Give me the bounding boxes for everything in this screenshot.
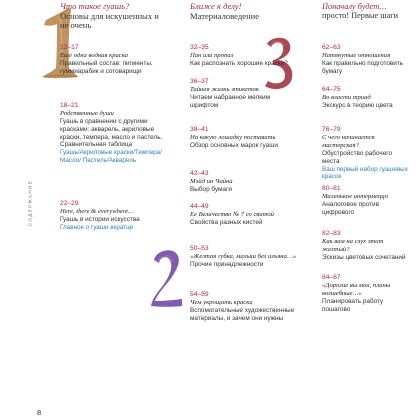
page-number: 8 (37, 408, 42, 417)
entry-description: Эскизы цветовых сочетаний (322, 254, 406, 261)
entry-description: Правильный состав: пигменты, гуммиарабик и сотоварищи (60, 60, 153, 75)
page-range: 80–81 (322, 185, 341, 192)
entry-subtitle: Еще одна водная краска (60, 52, 128, 59)
entry-description: Экскурс в теорию цвета (322, 102, 393, 109)
entry-subtitle: Маленькое интермеццо (322, 193, 388, 200)
section-title-italic: Поначалу будет… (322, 2, 387, 11)
page-range: 82–83 (322, 230, 341, 237)
entry-description: Читаем набранное мелким шрифтом (190, 94, 270, 109)
page-range: 62–63 (322, 44, 341, 51)
entry-subtitle: На какую лошадку поставить (190, 134, 276, 141)
entry-subtitle: «Дорогие вы мои, планы волшебные…» (322, 282, 391, 297)
page-range: 42–43 (190, 170, 209, 177)
entry-description: Планировать работу пошагово (322, 298, 384, 313)
entry-description: Как распознать хорошие краски? (190, 60, 288, 67)
page-range: 32–35 (190, 44, 209, 51)
section-title: Материаловедение (190, 10, 260, 21)
toc-entry[interactable] (322, 44, 408, 76)
entry-description: Обустройство рабочего места (322, 150, 392, 165)
section-title-italic: Что такое гуашь? (60, 1, 130, 11)
entry-subtitle: С чего начинается мастерская? (322, 134, 375, 149)
entry-description: Прочие принадлежности (190, 261, 264, 268)
toc-entry[interactable] (322, 274, 408, 314)
toc-entry[interactable] (190, 126, 296, 150)
toc-entry[interactable] (322, 126, 408, 181)
page-range: 18–21 (60, 102, 79, 109)
section-title: Основы для искушенных и не очень (60, 10, 159, 31)
entry-subtitle: Мэйд ин Чайна (190, 178, 233, 185)
section-title-italic: Ближе к делу! (190, 1, 242, 11)
page-range: 38–41 (190, 126, 209, 133)
toc-entry[interactable] (322, 86, 408, 110)
toc-entry[interactable] (190, 203, 296, 227)
entry-description: Вспомогательные художественные материалы, и зачем они нужны (190, 307, 295, 322)
toc-entry[interactable] (322, 185, 408, 217)
section-heading (60, 2, 168, 31)
entry-description: Гуашь в сравнении с другими красками: акварель, акриловые краски, темпера, масло и пастель. Сравнительная таблица (60, 118, 163, 149)
entry-link[interactable]: Главное о гуаши вкратце (60, 223, 134, 231)
side-label: СОДЕРЖАНИЕ (27, 179, 33, 227)
entry-subtitle: Родственные души (60, 110, 114, 117)
page-range: 50–53 (190, 245, 209, 252)
entry-description: Обзор основных марок гуаши (190, 142, 278, 149)
entry-subtitle: Как вам на слух этот желтый? (322, 238, 384, 253)
section-heading (190, 2, 296, 21)
entry-description: Гуашь в истории искусства (60, 216, 140, 223)
entry-subtitle: Чем укрощать краски (190, 299, 253, 306)
toc-entry[interactable] (60, 200, 168, 232)
toc-entry[interactable] (190, 245, 296, 269)
toc-entry[interactable] (190, 78, 296, 110)
toc-entry[interactable] (190, 170, 296, 194)
page-range: 22–29 (60, 200, 79, 207)
entry-link[interactable]: Гуашь/Акриловые краски/Темпера/Масло/ Пастель/Акварель (60, 149, 162, 164)
entry-subtitle: Ее Величество № 7 со свитой (190, 211, 274, 218)
numeral-two-icon (148, 246, 186, 308)
page-range: 12–17 (60, 44, 79, 51)
entry-subtitle: Натянутые отношения (322, 52, 391, 59)
numeral-two-illustration (148, 246, 186, 308)
entry-subtitle: Пан или пропал (190, 52, 234, 59)
entry-description: Как правильно подготовить бумагу (322, 60, 404, 75)
section-title: просто! Первые шаги (322, 11, 399, 21)
entry-subtitle: Here, there & everywhere… (60, 208, 134, 215)
entry-subtitle: Во власти триад (322, 94, 371, 101)
page-range: 76–79 (322, 126, 341, 133)
entry-description: Свойства разных кистей (190, 219, 263, 226)
toc-entry[interactable] (322, 230, 408, 262)
entry-description: Аналоговое против цифрового (322, 201, 379, 216)
entry-subtitle: «Желтая губка, малыш без изъяна…» (190, 253, 297, 260)
toc-entry[interactable] (190, 291, 296, 323)
entry-subtitle: Тайная жизнь этикеток (190, 86, 260, 93)
page-range: 54–59 (190, 291, 209, 298)
page-range: 36–37 (190, 78, 209, 85)
entry-link[interactable]: Ваш первый набор гуашевых красок (322, 165, 408, 181)
toc-entry[interactable] (60, 102, 168, 165)
entry-description: Выбор бумаги (190, 186, 232, 193)
toc-entry[interactable] (60, 44, 168, 76)
page-range: 84–87 (322, 274, 341, 281)
toc-entry[interactable] (190, 44, 296, 68)
page-range: 64–75 (322, 86, 341, 93)
section-heading (322, 2, 408, 21)
page-range: 44–49 (190, 203, 209, 210)
